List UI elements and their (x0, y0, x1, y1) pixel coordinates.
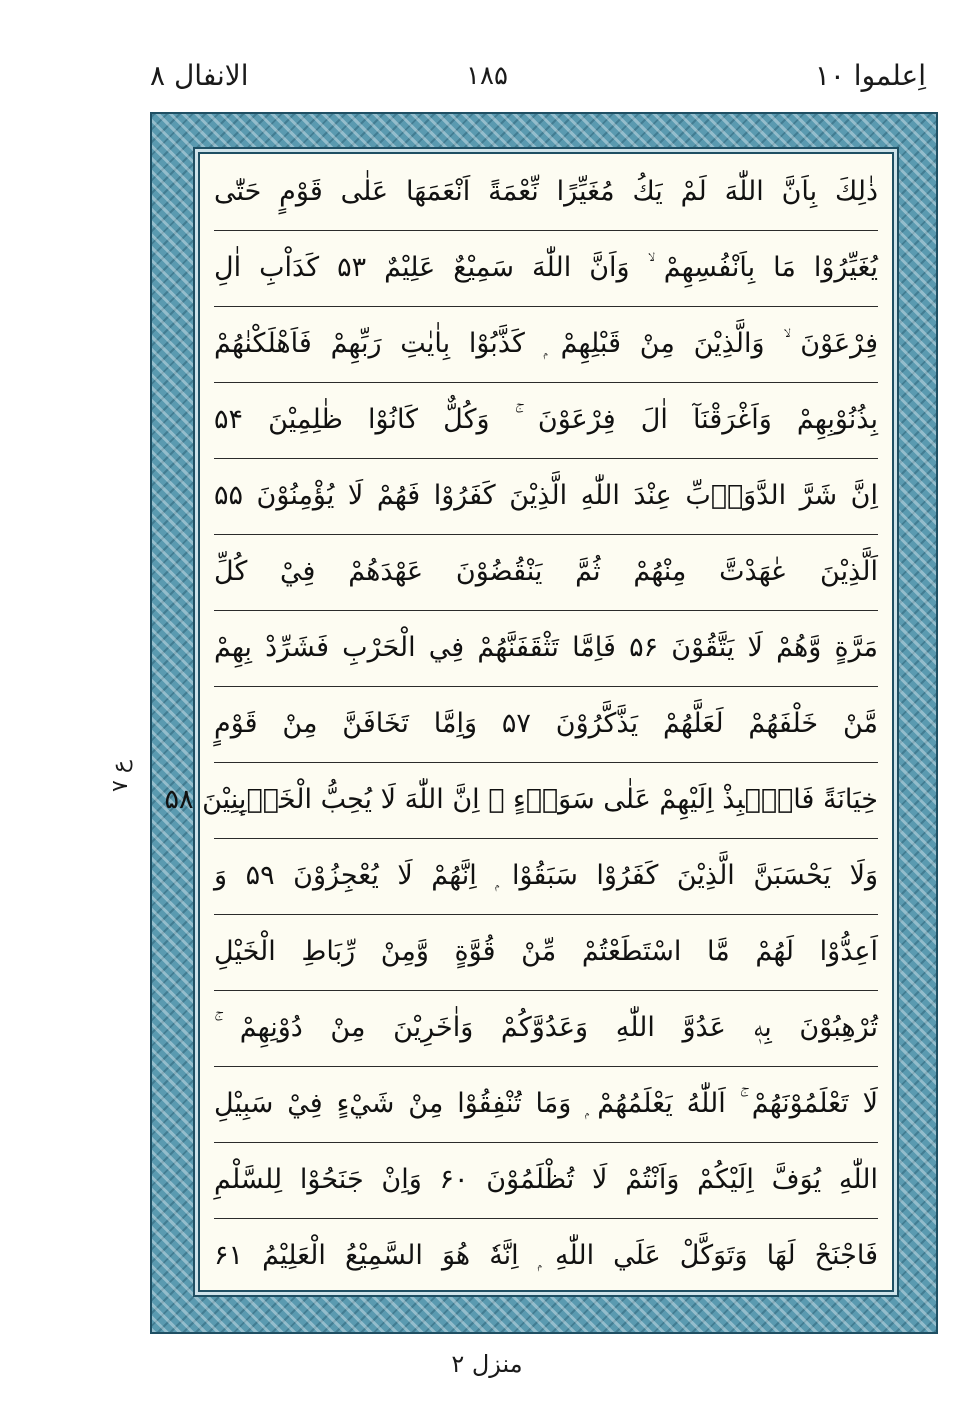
ruku-marker: ع ۷ (108, 760, 133, 792)
text-line: يُغَيِّرُوْا مَا بِاَنْفُسِهِمْ ۙ وَاَنَّ اللّٰهَ سَمِيْعٌ عَلِيْمٌ ۵۳ كَدَاْبِ اٰلِ (214, 230, 878, 307)
manzil-label: منزل ۲ (451, 1350, 523, 1378)
text-line: تُرْهِبُوْنَ بِهٖ عَدُوَّ اللّٰهِ وَعَدُوَّكُمْ وَاٰخَرِيْنَ مِنْ دُوْنِهِمْ ۚ (214, 990, 878, 1067)
text-line: لَا تَعْلَمُوْنَهُمْ ۚ اَللّٰهُ يَعْلَمُهُمْ ۭ وَمَا تُنْفِقُوْا مِنْ شَيْءٍ فِيْ سَبِيْلِ (214, 1066, 878, 1143)
text-line: فَاجْنَحْ لَهَا وَتَوَكَّلْ عَلَي اللّٰهِ ۭ اِنَّهٗ هُوَ السَّمِيْعُ الْعَلِيْمُ ۶۱ (214, 1240, 878, 1271)
text-line: فِرْعَوْنَ ۙ وَالَّذِيْنَ مِنْ قَبْلِهِمْ ۭ كَذَّبُوْا بِاٰيٰتِ رَبِّهِمْ فَاَهْلَكْنٰهُمْ (214, 306, 878, 383)
text-line: اَلَّذِيْنَ عٰهَدْتَّ مِنْهُمْ ثُمَّ يَنْقُضُوْنَ عَهْدَهُمْ فِيْ كُلِّ (214, 534, 878, 611)
page-number: ۱۸۵ (466, 61, 508, 91)
text-panel (164, 152, 894, 1292)
text-line: اللّٰهِ يُوَفَّ اِلَيْكُمْ وَاَنْتُمْ لَا تُظْلَمُوْنَ ۶۰ وَاِنْ جَنَحُوْا لِلسَّلْمِ (214, 1142, 878, 1219)
text-line: اَعِدُّوْا لَهُمْ مَّا اسْتَطَعْتُمْ مِّنْ قُوَّةٍ وَّمِنْ رِّبَاطِ الْخَيْلِ (214, 914, 878, 991)
surah-title: الانفال ۸ (150, 59, 249, 92)
juz-title: اِعلموا ۱۰ (814, 59, 926, 92)
text-line: اِنَّ شَرَّ الدَّوَاۗبِّ عِنْدَ اللّٰهِ الَّذِيْنَ كَفَرُوْا فَهُمْ لَا يُؤْمِنُوْنَ ۵۵ (214, 458, 878, 535)
ornamental-border (150, 112, 938, 1334)
text-line: خِيَانَةً فَانْۢبِذْ اِلَيْهِمْ عَلٰى سَوَاۗءٍ ۭ اِنَّ اللّٰهَ لَا يُحِبُّ الْخَاۗىِٕنِيْنَ ۵۸ (214, 762, 878, 839)
text-line: ذٰلِكَ بِاَنَّ اللّٰهَ لَمْ يَكُ مُغَيِّرًا نِّعْمَةً اَنْعَمَهَا عَلٰى قَوْمٍ حَتّٰى (214, 154, 878, 231)
text-line: وَلَا يَحْسَبَنَّ الَّذِيْنَ كَفَرُوْا سَبَقُوْا ۭ اِنَّهُمْ لَا يُعْجِزُوْنَ ۵۹ وَ (214, 838, 878, 915)
text-line: مَّنْ خَلْفَهُمْ لَعَلَّهُمْ يَذَّكَّرُوْنَ ۵۷ وَاِمَّا تَخَافَنَّ مِنْ قَوْمٍ (214, 686, 878, 763)
text-line: مَرَّةٍ وَّهُمْ لَا يَتَّقُوْنَ ۵۶ فَاِمَّا تَثْقَفَنَّهُمْ فِي الْحَرْبِ فَشَرِّدْ بِهِمْ (214, 610, 878, 687)
text-line: بِذُنُوْبِهِمْ وَاَغْرَقْنَآ اٰلَ فِرْعَوْنَ ۚ وَكُلٌّ كَانُوْا ظٰلِمِيْنَ ۵۴ (214, 382, 878, 459)
